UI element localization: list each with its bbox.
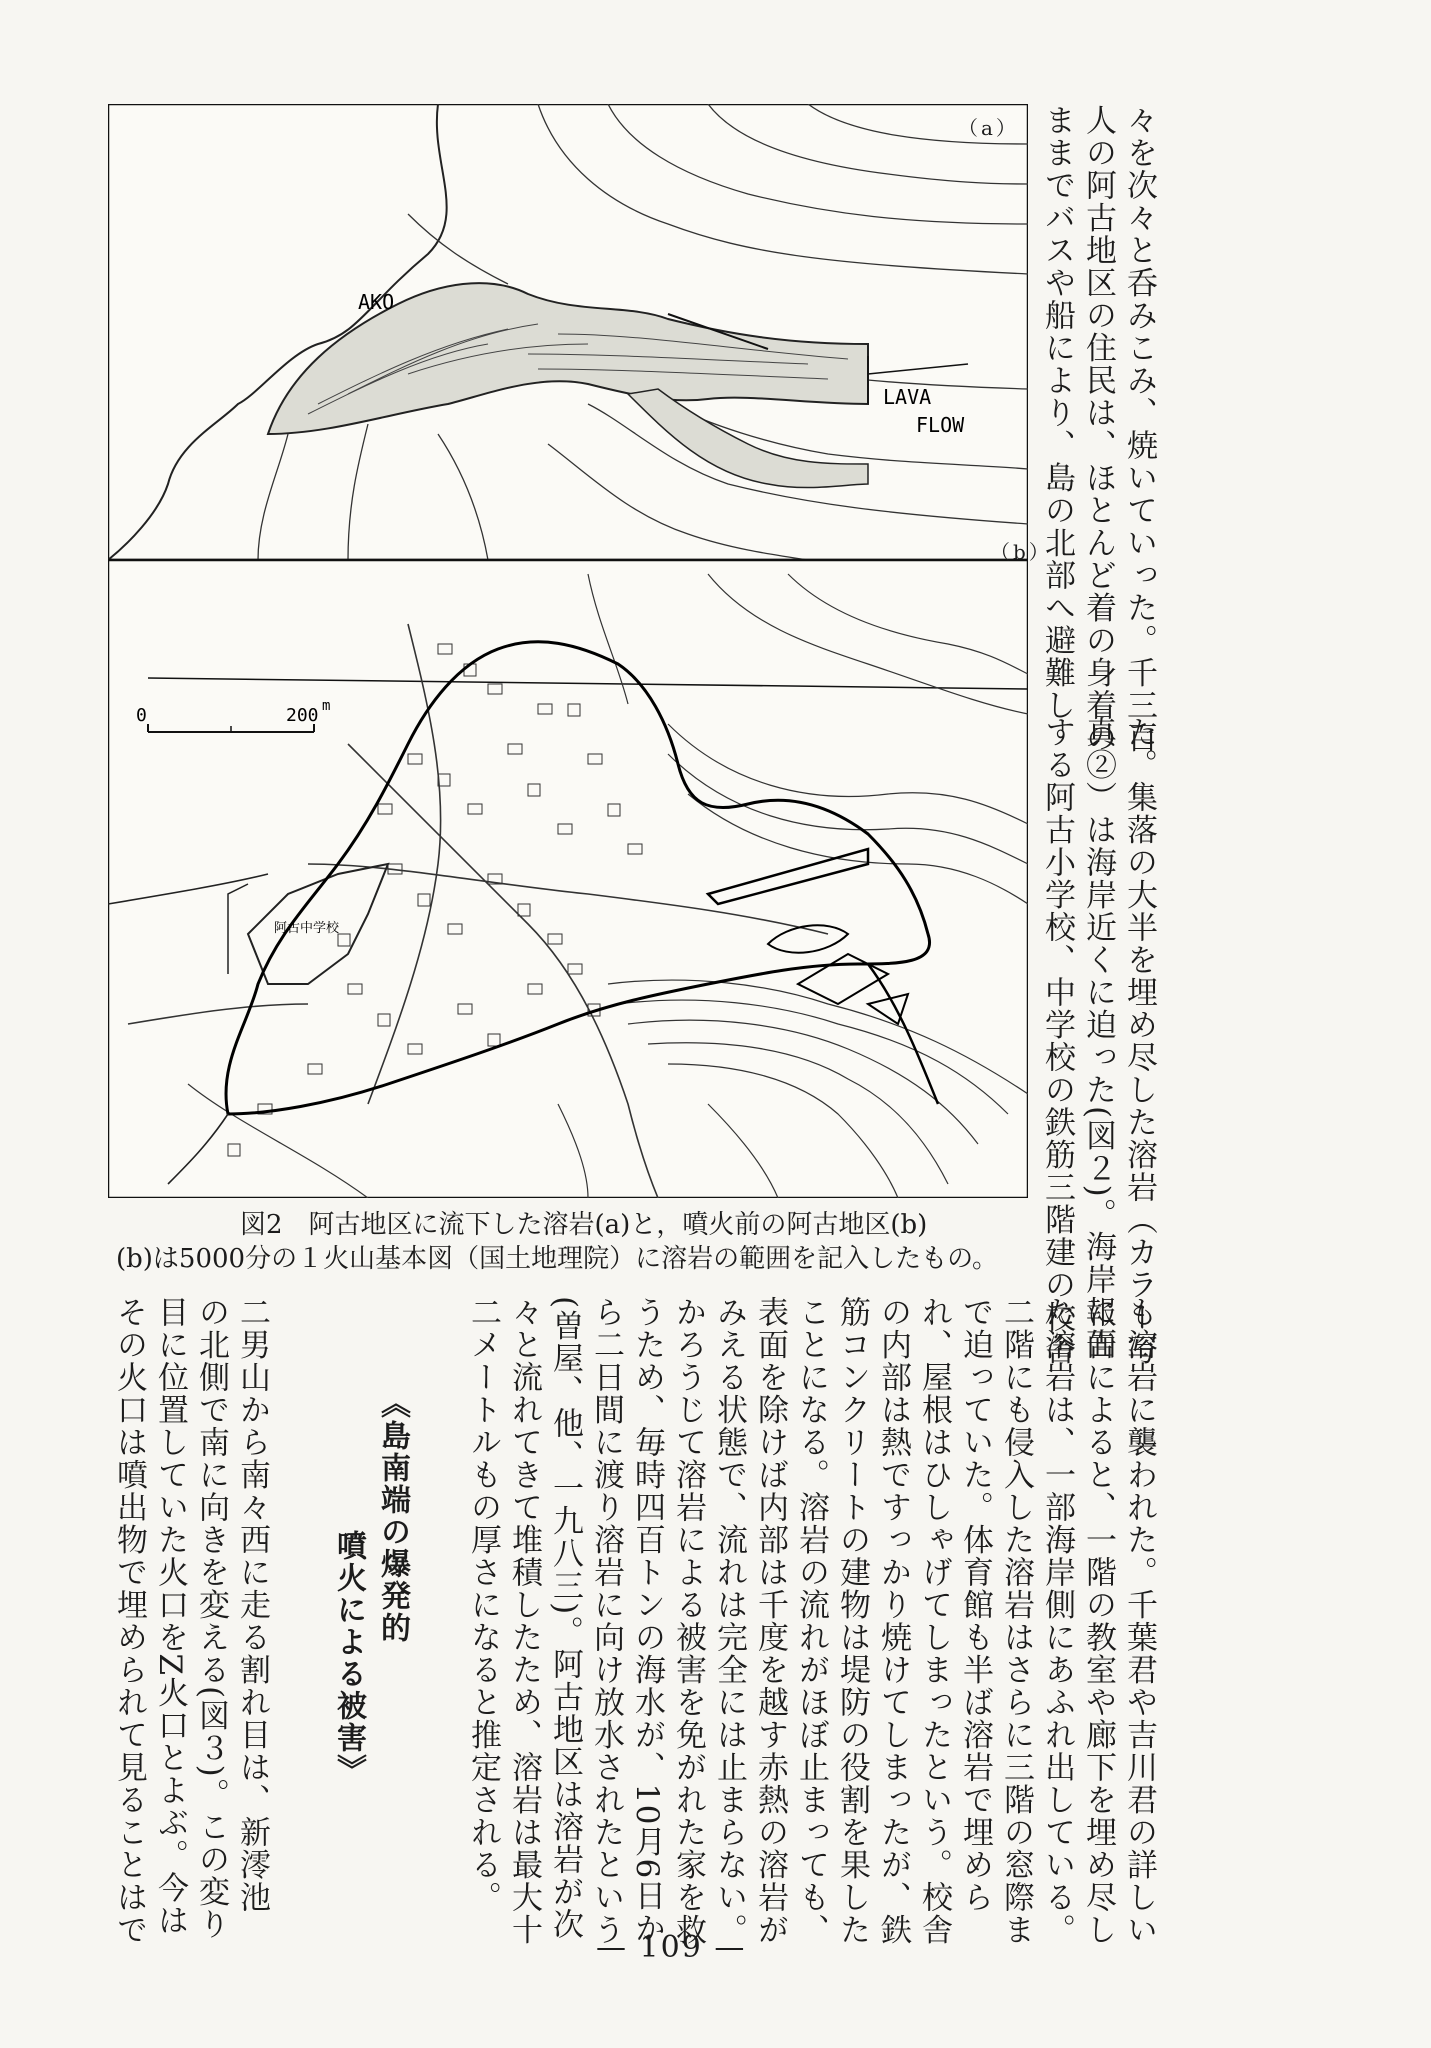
text-line: 真②）は海岸近くに迫った(図２)。海岸に面 [1080,716,1116,1361]
text-line: 々と流れてきて堆積したため、溶岩は最大十 [506,1296,542,1946]
text-line: その火口は噴出物で埋められて見ることはで [111,1296,147,1946]
figure-caption-line-2: (b)は5000分の１火山基本図（国土地理院）に溶岩の範囲を記入したもの。 [116,1244,999,1274]
text-line: 々を次々と呑みこみ、焼いていった。千三百 [1121,104,1157,754]
text-line: ら二日間に渡り溶岩に向け放水されたという [588,1296,624,1946]
lava-flow-label: LAVA [883,385,932,409]
upper-text-top [1036,104,1159,754]
figure-2 [108,104,1028,1198]
panel-a-label: （a） [958,116,1019,140]
text-line: の北側で南に向きを変える(図３)。この変り [193,1296,229,1941]
text-line: た。集落の大半を埋め尽した溶岩（カラー写 [1121,716,1157,1366]
lower-text-right [462,1296,1159,1946]
scale-zero: 0 [136,705,147,726]
text-line: 筋コンクリートの建物は堤防の役割を果した [834,1296,870,1946]
lava-map-figure [108,104,1028,1198]
ako-label: AKO [358,290,395,314]
text-line: (曽屋、他、一九八三)。阿古地区は溶岩が次 [547,1296,583,1941]
panel-a-map [108,104,1028,560]
svg-text:FLOW: FLOW [916,413,965,437]
text-line: ことになる。溶岩の流れがほぼ止まっても、 [793,1296,829,1946]
text-line: も溶岩に襲われた。千葉君や吉川君の詳しい [1121,1296,1157,1946]
text-line: 二メートルもの厚さになると推定される。 [465,1296,501,1914]
text-line: ままでバスや船により、島の北部へ避難し [1039,104,1075,722]
text-line: 人の阿古地区の住民は、ほとんど着の身着の [1080,104,1116,754]
section-heading-2: 噴火による被害》 [331,1530,366,1786]
school-label: 阿古中学校 [274,921,340,936]
text-line: する阿古小学校、中学校の鉄筋三階建の校舎 [1039,716,1075,1366]
scale-end: 200 [286,705,319,726]
text-line: みえる状態で、流れは完全には止まらない。 [711,1296,747,1946]
text-line: 二階にも侵入した溶岩はさらに三階の窓際ま [998,1296,1034,1946]
text-line: 二男山から南々西に走る割れ目は、新澪池 [234,1296,270,1914]
text-line: うため、毎時四百トンの海水が、10月6日か [629,1296,665,1945]
panel-b-label: （b） [990,540,1052,564]
page-number: — 109 — [596,1930,747,1965]
text-line: かろうじて溶岩による被害を免がれた家を救 [670,1296,706,1946]
section-heading-1: 《島南端の爆発的 [375,1388,410,1644]
lower-text-left [108,1296,272,1946]
text-line: で迫っていた。体育館も半ば溶岩で埋めら [957,1296,993,1914]
text-line: の内部は熱ですっかり焼けてしまったが、鉄 [875,1296,911,1946]
text-line: 目に位置していた火口をZ火口とよぶ。今は [152,1296,188,1937]
scale-unit: m [322,698,331,714]
text-line: 報告によると、一階の教室や廊下を埋め尽し [1080,1296,1116,1946]
figure-caption-line-1: 図2 阿古地区に流下した溶岩(a)と，噴火前の阿古地区(b) [240,1210,928,1240]
text-line: れ、屋根はひしゃげてしまったという。校舎 [916,1296,952,1946]
text-line: 表面を除けば内部は千度を越す赤熱の溶岩が [752,1296,788,1946]
upper-text-bottom [1036,716,1159,1366]
text-line: た溶岩は、一部海岸側にあふれ出している。 [1039,1296,1075,1946]
panel-b-map [108,560,1028,1198]
